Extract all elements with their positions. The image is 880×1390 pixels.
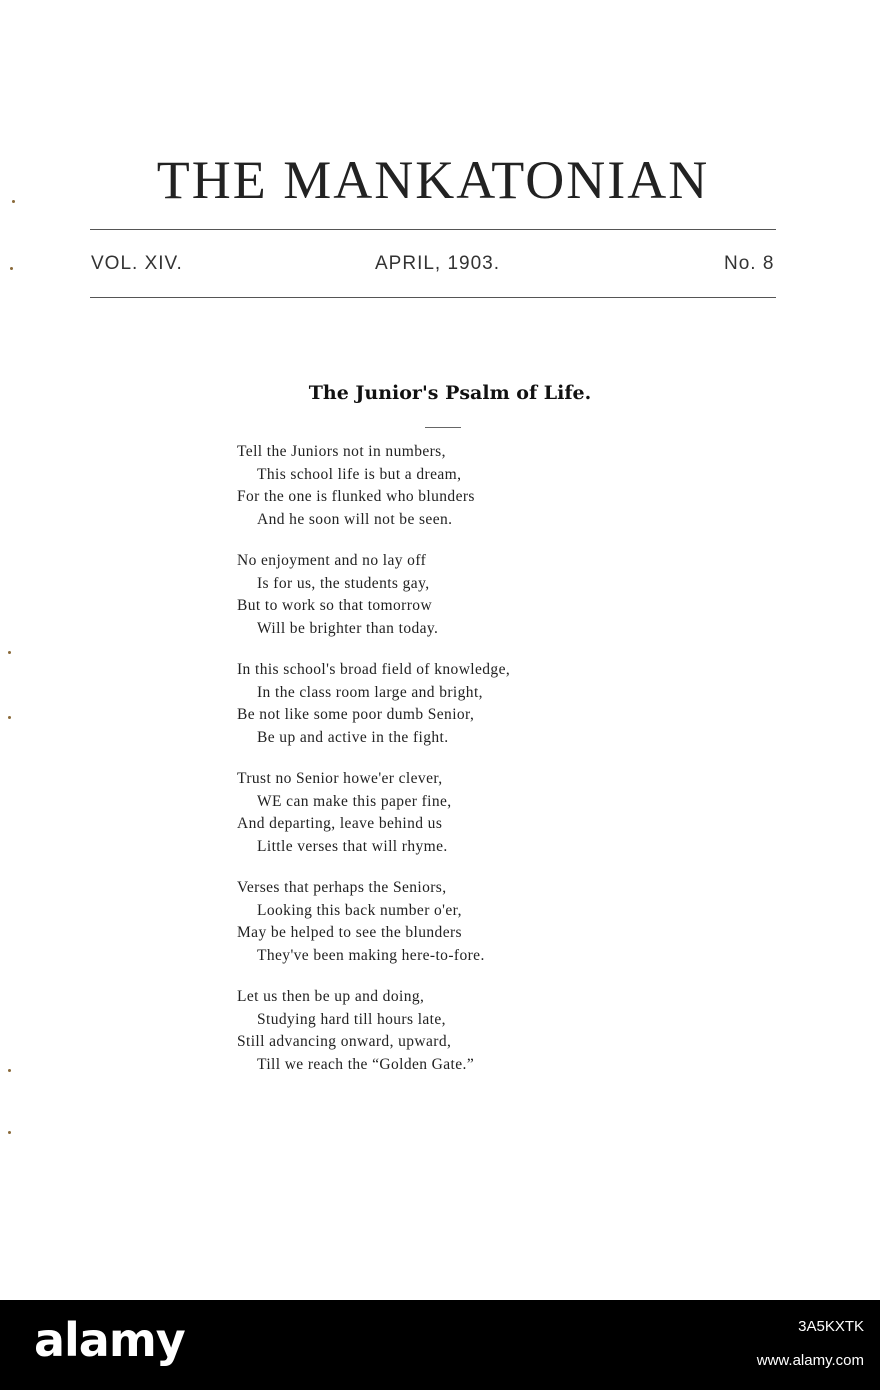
poem-line: For the one is flunked who blunders [237,488,475,505]
poem-line: And he soon will not be seen. [257,510,453,528]
poem-line: Trust no Senior howe'er clever, [237,770,443,787]
poem-stanza [237,986,657,1076]
poem-line: Is for us, the students gay, [257,574,430,592]
poem-line: Verses that perhaps the Seniors, [237,879,447,896]
poem-line: Be up and active in the fight. [257,728,449,746]
margin-speck [12,200,15,203]
poem-line: Tell the Juniors not in numbers, [237,443,446,460]
masthead-bottom-rule [90,297,776,298]
poem-stanza [237,441,657,531]
poem-line: And departing, leave behind us [237,815,443,832]
poem-line: Be not like some poor dumb Senior, [237,706,475,723]
margin-speck [8,1131,11,1134]
poem-title: The Junior's Psalm of Life. [308,382,592,404]
poem-line: Let us then be up and doing, [237,988,425,1005]
stock-logo: alamy [34,1313,185,1367]
poem-line: Looking this back number o'er, [257,901,462,919]
margin-speck [10,267,13,270]
poem-stanza [237,768,657,858]
poem-line: May be helped to see the blunders [237,924,462,941]
margin-speck [8,651,11,654]
poem-line: Little verses that will rhyme. [257,837,448,855]
masthead-title: THE MANKATONIAN [156,150,710,210]
volume-label: VOL. XIV. [91,253,183,274]
poem-line: But to work so that tomorrow [237,597,433,614]
stock-image-id: 3A5KXTK [798,1318,864,1335]
poem-line: Still advancing onward, upward, [237,1033,452,1050]
poem-line: Will be brighter than today. [257,619,439,637]
margin-speck [8,1069,11,1072]
poem-stanza [237,550,657,640]
poem-line: They've been making here-to-fore. [257,946,485,964]
issue-number: No. 8 [724,253,775,274]
poem-line: WE can make this paper fine, [257,792,452,810]
poem-line: In this school's broad field of knowledge, [237,661,511,678]
poem-line: In the class room large and bright, [257,683,483,701]
poem-line: Studying hard till hours late, [257,1010,446,1028]
stock-url: www.alamy.com [756,1352,864,1369]
margin-speck [8,716,11,719]
poem-stanza [237,659,657,749]
masthead-top-rule [90,229,776,230]
poem-line: This school life is but a dream, [257,465,462,483]
poem-line: No enjoyment and no lay off [237,552,427,569]
issue-date: APRIL, 1903. [375,253,501,274]
poem-line: Till we reach the “Golden Gate.” [257,1055,475,1073]
poem-stanza [237,877,657,967]
poem-body [237,441,657,1095]
title-divider [425,427,461,428]
